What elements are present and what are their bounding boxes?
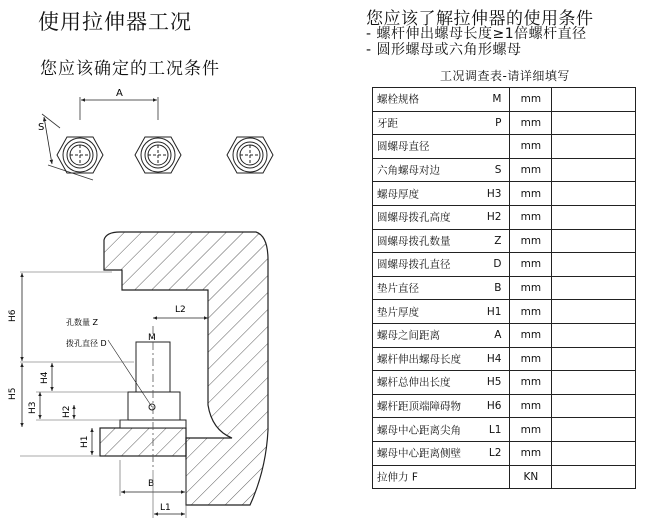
value-input-cell[interactable] xyxy=(552,394,636,418)
parameter-label: 螺杆距顶端障碍物 xyxy=(377,400,461,413)
table-caption: 工况调查表-请详细填写 xyxy=(440,69,570,83)
value-input-cell[interactable] xyxy=(552,205,636,229)
parameter-label: 垫片直径 xyxy=(377,282,419,295)
label-l1: L1 xyxy=(160,503,171,513)
parameter-symbol: P xyxy=(495,116,502,129)
parameter-cell xyxy=(373,300,510,324)
table-row xyxy=(373,253,636,277)
parameter-symbol: H6 xyxy=(486,400,502,413)
unit-cell: mm xyxy=(510,135,552,159)
table-row xyxy=(373,205,636,229)
parameter-symbol: S xyxy=(494,164,502,177)
condition-line-2: - 圆形螺母或六角形螺母 xyxy=(366,42,522,58)
table-row xyxy=(373,229,636,253)
value-input-cell[interactable] xyxy=(552,276,636,300)
parameter-symbol: H3 xyxy=(486,187,502,200)
value-input-cell[interactable] xyxy=(552,88,636,112)
unit-cell: mm xyxy=(510,371,552,395)
parameter-cell xyxy=(373,158,510,182)
unit-cell: mm xyxy=(510,182,552,206)
condition-line-1: - 螺杆伸出螺母长度≥1倍螺杆直径 xyxy=(366,26,587,42)
parameter-cell xyxy=(373,465,510,489)
parameter-cell xyxy=(373,347,510,371)
table-row xyxy=(373,371,636,395)
parameter-symbol: B xyxy=(494,282,502,295)
label-h6: H6 xyxy=(8,309,18,322)
table-row xyxy=(373,88,636,112)
round-nut xyxy=(128,392,180,420)
parameter-cell xyxy=(373,111,510,135)
parameter-label: 六角螺母对边 xyxy=(377,164,440,177)
parameter-symbol: Z xyxy=(494,234,502,247)
table-row xyxy=(373,323,636,347)
label-a: A xyxy=(116,88,123,99)
parameter-symbol: H2 xyxy=(486,211,502,224)
hole-diameter-note: 拨孔直径 D xyxy=(66,339,107,348)
parameter-label: 螺杆总伸出长度 xyxy=(377,376,451,389)
parameter-label: 圆螺母拨孔高度 xyxy=(377,211,451,224)
value-input-cell[interactable] xyxy=(552,371,636,395)
dimension-l2 xyxy=(153,298,208,318)
label-h4: H4 xyxy=(40,371,50,384)
value-input-cell[interactable] xyxy=(552,182,636,206)
label-b: B xyxy=(148,479,155,489)
parameter-symbol: H5 xyxy=(486,376,502,389)
table-row xyxy=(373,276,636,300)
table-row xyxy=(373,465,636,489)
right-title: 您应该了解拉伸器的使用条件 xyxy=(366,9,594,29)
label-h2: H2 xyxy=(62,405,72,418)
left-subtitle: 您应该确定的工况条件 xyxy=(40,59,220,79)
parameter-cell xyxy=(373,88,510,112)
table-row xyxy=(373,394,636,418)
label-m: M xyxy=(148,333,156,343)
parameter-cell xyxy=(373,323,510,347)
parameter-symbol: L1 xyxy=(488,423,502,436)
label-l2: L2 xyxy=(175,305,186,315)
parameter-symbol: H4 xyxy=(486,352,502,365)
parameter-symbol: L2 xyxy=(488,447,502,460)
parameter-label: 螺母之间距离 xyxy=(377,329,440,342)
parameter-cell xyxy=(373,205,510,229)
survey-table xyxy=(372,87,636,489)
parameter-cell xyxy=(373,441,510,465)
hex-nut-3 xyxy=(227,137,273,173)
parameter-label: 螺母中心距离尖角 xyxy=(377,424,461,437)
unit-cell: mm xyxy=(510,394,552,418)
value-input-cell[interactable] xyxy=(552,229,636,253)
value-input-cell[interactable] xyxy=(552,418,636,442)
value-input-cell[interactable] xyxy=(552,441,636,465)
table-row xyxy=(373,441,636,465)
value-input-cell[interactable] xyxy=(552,111,636,135)
table-row xyxy=(373,182,636,206)
parameter-label: 牙距 xyxy=(377,117,398,130)
table-row xyxy=(373,135,636,159)
parameter-label: 圆螺母直径 xyxy=(377,140,430,153)
unit-cell: mm xyxy=(510,276,552,300)
parameter-symbol: A xyxy=(494,329,502,342)
parameter-cell xyxy=(373,371,510,395)
label-h5: H5 xyxy=(8,387,18,400)
table-row xyxy=(373,347,636,371)
hex-nut-2 xyxy=(135,137,181,173)
table-row xyxy=(373,418,636,442)
unit-cell: mm xyxy=(510,111,552,135)
parameter-symbol: D xyxy=(493,258,502,271)
parameter-label: 螺母厚度 xyxy=(377,188,419,201)
unit-cell: mm xyxy=(510,323,552,347)
parameter-cell xyxy=(373,253,510,277)
unit-cell: mm xyxy=(510,88,552,112)
flange-section xyxy=(100,428,186,456)
label-s: S xyxy=(38,122,45,133)
value-input-cell[interactable] xyxy=(552,300,636,324)
parameter-symbol: H1 xyxy=(486,305,502,318)
value-input-cell[interactable] xyxy=(552,253,636,277)
value-input-cell[interactable] xyxy=(552,347,636,371)
parameter-label: 螺栓规格 xyxy=(377,93,419,106)
parameter-label: 螺母中心距离侧壁 xyxy=(377,447,461,460)
hole-count-note: 孔数量 Z xyxy=(66,318,99,327)
label-h1: H1 xyxy=(80,435,90,448)
label-h3: H3 xyxy=(28,401,38,414)
unit-cell: mm xyxy=(510,300,552,324)
dimension-a xyxy=(80,88,158,120)
unit-cell: mm xyxy=(510,205,552,229)
parameter-cell xyxy=(373,229,510,253)
value-input-cell[interactable] xyxy=(552,465,636,489)
left-title: 使用拉伸器工况 xyxy=(38,10,192,34)
unit-cell: mm xyxy=(510,418,552,442)
parameter-symbol: M xyxy=(492,93,502,106)
unit-cell: mm xyxy=(510,158,552,182)
parameter-label: 螺杆伸出螺母长度 xyxy=(377,353,461,366)
unit-cell: KN xyxy=(510,465,552,489)
dimension-l1 xyxy=(153,470,185,518)
parameter-cell xyxy=(373,182,510,206)
value-input-cell[interactable] xyxy=(552,323,636,347)
hex-nut-1 xyxy=(57,137,103,173)
unit-cell: mm xyxy=(510,229,552,253)
parameter-label: 圆螺母拨孔数量 xyxy=(377,235,451,248)
parameter-cell xyxy=(373,418,510,442)
value-input-cell[interactable] xyxy=(552,135,636,159)
unit-cell: mm xyxy=(510,441,552,465)
parameter-cell xyxy=(373,394,510,418)
table-row xyxy=(373,111,636,135)
value-input-cell[interactable] xyxy=(552,158,636,182)
parameter-label: 拉伸力 F xyxy=(377,471,418,484)
parameter-label: 垫片厚度 xyxy=(377,306,419,319)
parameter-cell xyxy=(373,276,510,300)
parameter-cell xyxy=(373,135,510,159)
table-row xyxy=(373,158,636,182)
unit-cell: mm xyxy=(510,253,552,277)
parameter-label: 圆螺母拨孔直径 xyxy=(377,258,451,271)
unit-cell: mm xyxy=(510,347,552,371)
table-row xyxy=(373,300,636,324)
